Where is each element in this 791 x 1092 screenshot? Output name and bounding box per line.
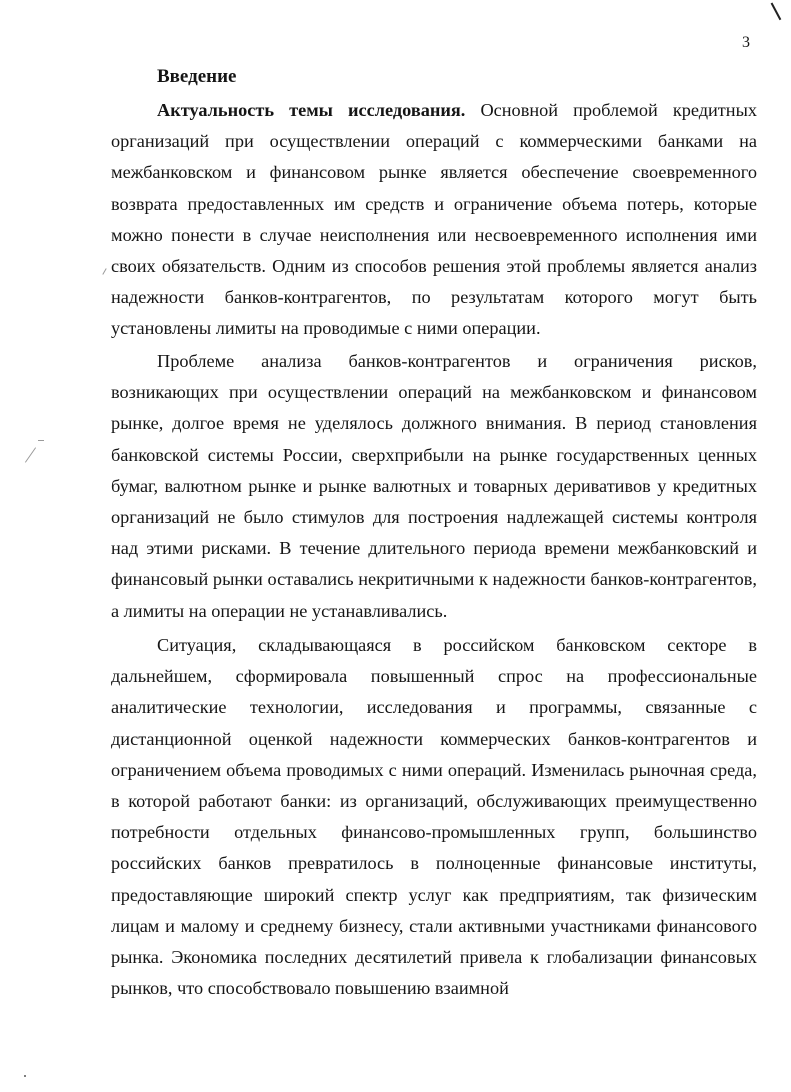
section-heading: Введение	[157, 66, 237, 87]
paragraph-relevance	[111, 95, 757, 345]
scan-mark	[102, 268, 106, 275]
paragraph-situation: Ситуация, складывающаяся в российском банковском секторе в дальнейшем, сформировала повышенный спрос на профессиональные аналитические технологии, исследования и программы, связанные с дистанционной оценкой надежности коммерческих банков-контрагентов и ограничением объема проводимых с ними операций. Изменилась рыночная среда, в которой работают банки: из организаций, обслуживающих преимущественно потребности отдельных финансово-промышленных групп, большинство российских банков превратилось в полноценные финансовые институты, предоставляющие широкий спектр услуг как предприятиям, так физическим лицам и малому и среднему бизнесу, стали активными участниками финансового рынка. Экономика последних десятилетий привела к глобализации финансовых рынков, что способствовало повышению взаимной	[111, 635, 757, 999]
scan-mark	[771, 3, 781, 20]
paragraph-text: Основной проблемой кредитных организаций при осуществлении операций с коммерческими банками на межбанковском и финансовом рынке является обеспечение своевременного возврата предоставленных им средств и ограничение объема потерь, которые можно понести в случае неисполнения или несвоевременного исполнения ими своих обязательств. Одним из способов решения этой проблемы является анализ надежности банков-контрагентов, по результатам которого могут быть установлены лимиты на проводимые с ними операции.	[111, 100, 757, 339]
scan-mark	[25, 447, 36, 462]
page-number: 3	[742, 34, 750, 51]
scan-mark	[38, 440, 44, 441]
paragraph-lead: Актуальность темы исследования.	[157, 100, 466, 120]
scan-mark	[24, 1075, 26, 1077]
paragraph-problem: Проблеме анализа банков-контрагентов и ограничения рисков, возникающих при осуществлении операций на межбанковском и финансовом рынке, долгое время не уделялось должного внимания. В период становления банковской системы России, сверхприбыли на рынке государственных ценных бумаг, валютном рынке и рынке валютных и товарных деривативов у кредитных организаций не было стимулов для построения надлежащей системы контроля над этими рисками. В течение длительного периода времени межбанковский и финансовый рынки оставались некритичными к надежности банков-контрагентов, а лимиты на операции не устанавливались.	[111, 351, 757, 621]
